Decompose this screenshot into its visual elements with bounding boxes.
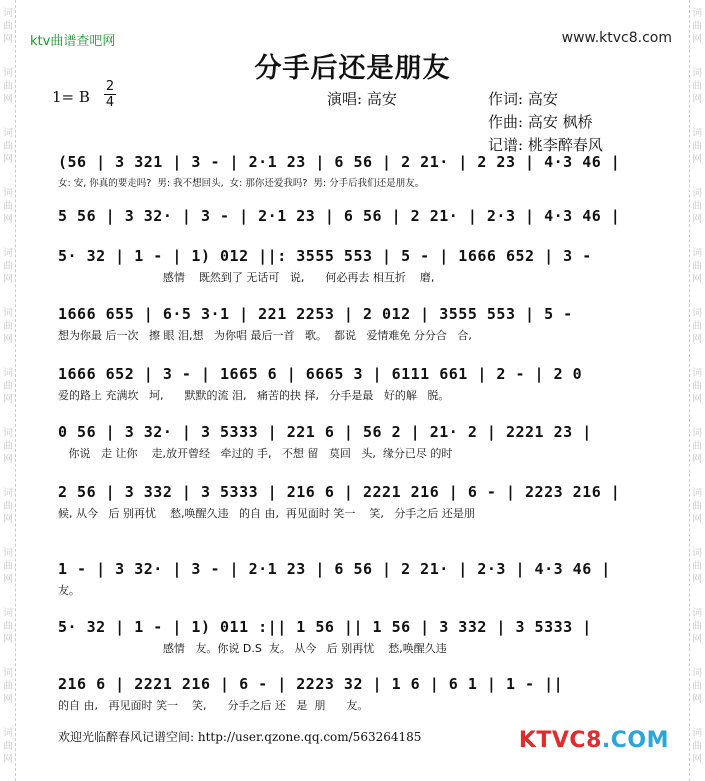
time-signature-top: 2	[105, 79, 115, 94]
watermark-char: 词	[3, 248, 13, 259]
watermark-char: 词	[3, 428, 13, 439]
composer-credit: 作曲: 高安 枫桥	[488, 113, 593, 131]
watermark-char: 词	[692, 308, 702, 319]
watermark-char: 词	[3, 368, 13, 379]
watermark-char: 曲	[692, 681, 702, 692]
watermark-char: 网	[692, 394, 702, 405]
watermark-char: 曲	[3, 381, 13, 392]
watermark-char: 词	[3, 488, 13, 499]
score-system	[54, 365, 661, 405]
watermark-char: 曲	[3, 261, 13, 272]
watermark-char: 网	[3, 154, 13, 165]
score-notes: 216 6 | 2221 216 | 6 - | 2223 32 | 1 6 | 6 1 | 1 - ||	[58, 675, 564, 693]
watermark-char: 词	[692, 668, 702, 679]
watermark-char: 词	[692, 8, 702, 19]
watermark-char: 曲	[692, 741, 702, 752]
watermark-char: 曲	[3, 201, 13, 212]
watermark-char: 词	[3, 8, 13, 19]
lyricist-credit: 作词: 高安	[488, 90, 558, 108]
score-system	[54, 305, 661, 345]
score-system	[54, 423, 661, 463]
watermark-char: 曲	[3, 501, 13, 512]
watermark-char: 曲	[3, 141, 13, 152]
watermark-char: 曲	[3, 21, 13, 32]
watermark-char: 网	[3, 274, 13, 285]
watermark-char: 词	[692, 68, 702, 79]
watermark-char: 网	[692, 154, 702, 165]
score-notes: 5 56 | 3 32· | 3 - | 2·1 23 | 6 56 | 2 21· | 2·3 | 4·3 46 |	[58, 207, 621, 225]
score-system	[54, 153, 661, 193]
watermark-char: 曲	[692, 561, 702, 572]
watermark-char: 曲	[692, 381, 702, 392]
score-notes: 0 56 | 3 32· | 3 5333 | 221 6 | 56 2 | 21· 2 | 2221 23 |	[58, 423, 592, 441]
score-lyrics: 女: 安, 你真的要走吗? 男: 我不想回头, 女: 那你还爱我吗? 男: 分手后我们还是朋友。	[58, 178, 425, 189]
score-notes: 2 56 | 3 332 | 3 5333 | 216 6 | 2221 216 | 6 - | 2223 216 |	[58, 483, 621, 501]
watermark-char: 网	[692, 694, 702, 705]
watermark-char: 词	[692, 608, 702, 619]
score-system	[54, 247, 661, 287]
watermark-char: 曲	[692, 21, 702, 32]
score-lyrics: 的自 由, 再见面时 笑一 笑, 分手之后 还 是 朋 友。	[58, 699, 369, 712]
watermark-char: 词	[3, 68, 13, 79]
watermark-char: 网	[3, 634, 13, 645]
score-notes: 1666 652 | 3 - | 1665 6 | 6665 3 | 6111 661 | 2 - | 2 0	[58, 365, 583, 383]
watermark-char: 词	[3, 548, 13, 559]
watermark-char: 曲	[3, 621, 13, 632]
watermark-char: 网	[3, 334, 13, 345]
score-lyrics: 友。	[58, 584, 80, 597]
score-system	[54, 207, 661, 247]
score-notes: 5· 32 | 1 - | 1) 011 :|| 1 56 || 1 56 | 3 332 | 3 5333 |	[58, 618, 592, 636]
watermark-char: 网	[3, 94, 13, 105]
site-logo[interactable]	[519, 728, 669, 753]
watermark-char: 网	[692, 274, 702, 285]
watermark-char: 网	[692, 574, 702, 585]
watermark-char: 词	[692, 548, 702, 559]
score-lyrics: 想为你最 后一次 擦 眼 泪,想 为你唱 最后一首 歌。 都说 爱情难免 分分合 合,	[58, 329, 472, 342]
watermark-char: 曲	[692, 441, 702, 452]
site-name-left[interactable]: ktv曲谱查吧网	[30, 34, 116, 49]
time-signature	[104, 80, 116, 109]
watermark-char: 曲	[3, 81, 13, 92]
score-notes: 1666 655 | 6·5 3·1 | 221 2253 | 2 012 | 3555 553 | 5 -	[58, 305, 573, 323]
score-notes: 5· 32 | 1 - | 1) 012 ||: 3555 553 | 5 - | 1666 652 | 3 -	[58, 247, 592, 265]
watermark-char: 网	[692, 634, 702, 645]
watermark-char: 词	[3, 608, 13, 619]
watermark-char: 网	[3, 454, 13, 465]
footer-welcome-text: 欢迎光临醉春风记谱空间: http://user.qzone.qq.com/563264185	[58, 730, 422, 744]
score-notes: 1 - | 3 32· | 3 - | 2·1 23 | 6 56 | 2 21· | 2·3 | 4·3 46 |	[58, 560, 611, 578]
watermark-char: 网	[692, 334, 702, 345]
watermark-char: 曲	[692, 261, 702, 272]
watermark-char: 词	[692, 248, 702, 259]
watermark-char: 词	[3, 128, 13, 139]
watermark-char: 曲	[3, 441, 13, 452]
score-lyrics: 候, 从今 后 别再忧 愁,唤醒久违 的自 由, 再见面时 笑一 笑, 分手之后 还是朋	[58, 507, 475, 520]
score-lyrics: 感情 友。你说 D.S 友。 从今 后 别再忧 愁,唤醒久违	[58, 642, 447, 655]
watermark-char: 网	[692, 94, 702, 105]
score-system	[54, 675, 661, 715]
score-lyrics: 爱的路上 充满坎 坷, 默默的流 泪, 痛苦的抉 择, 分手是最 好的解 脱。	[58, 389, 450, 402]
watermark-char: 词	[692, 368, 702, 379]
watermark-char: 曲	[3, 561, 13, 572]
watermark-char: 网	[692, 214, 702, 225]
watermark-char: 曲	[692, 501, 702, 512]
watermark-char: 网	[3, 574, 13, 585]
watermark-char: 词	[3, 668, 13, 679]
watermark-char: 网	[3, 34, 13, 45]
score-lyrics: 你说 走 让你 走,放开曾经 牵过的 手, 不想 留 莫回 头, 缘分已尽 的时	[58, 447, 453, 460]
score-system	[54, 560, 661, 600]
watermark-char: 曲	[3, 681, 13, 692]
watermark-char: 词	[3, 728, 13, 739]
site-url-right[interactable]: www.ktvc8.com	[561, 30, 672, 46]
watermark-char: 网	[3, 694, 13, 705]
watermark-char: 网	[3, 754, 13, 765]
key-signature: 1= B	[52, 88, 90, 106]
watermark-char: 曲	[692, 321, 702, 332]
logo-suffix: .COM	[601, 728, 669, 753]
watermark-char: 网	[3, 214, 13, 225]
transcriber-credit: 记谱: 桃李醉春风	[488, 136, 603, 154]
score-system	[54, 483, 661, 523]
watermark-char: 曲	[3, 321, 13, 332]
song-title: 分手后还是朋友	[254, 53, 451, 84]
watermark-char: 网	[692, 34, 702, 45]
score-lyrics: 感情 既然到了 无话可 说, 何必再去 相互折 磨,	[58, 271, 435, 284]
watermark-char: 网	[692, 514, 702, 525]
watermark-char: 网	[3, 514, 13, 525]
singer-credit: 演唱: 高安	[327, 90, 397, 108]
watermark-char: 网	[692, 454, 702, 465]
watermark-char: 词	[692, 728, 702, 739]
watermark-char: 词	[3, 308, 13, 319]
watermark-char: 曲	[692, 81, 702, 92]
watermark-char: 曲	[692, 141, 702, 152]
watermark-char: 词	[3, 188, 13, 199]
watermark-char: 词	[692, 488, 702, 499]
watermark-char: 词	[692, 188, 702, 199]
watermark-char: 曲	[3, 741, 13, 752]
watermark-char: 网	[692, 754, 702, 765]
watermark-char: 词	[692, 128, 702, 139]
watermark-char: 网	[3, 394, 13, 405]
score-system	[54, 618, 661, 658]
watermark-char: 词	[692, 428, 702, 439]
watermark-char: 曲	[692, 621, 702, 632]
time-signature-bottom: 4	[105, 95, 115, 110]
logo-main: KTVC8	[518, 728, 602, 753]
watermark-char: 曲	[692, 201, 702, 212]
score-notes: (56 | 3 321 | 3 - | 2·1 23 | 6 56 | 2 21· | 2 23 | 4·3 46 |	[58, 153, 621, 171]
